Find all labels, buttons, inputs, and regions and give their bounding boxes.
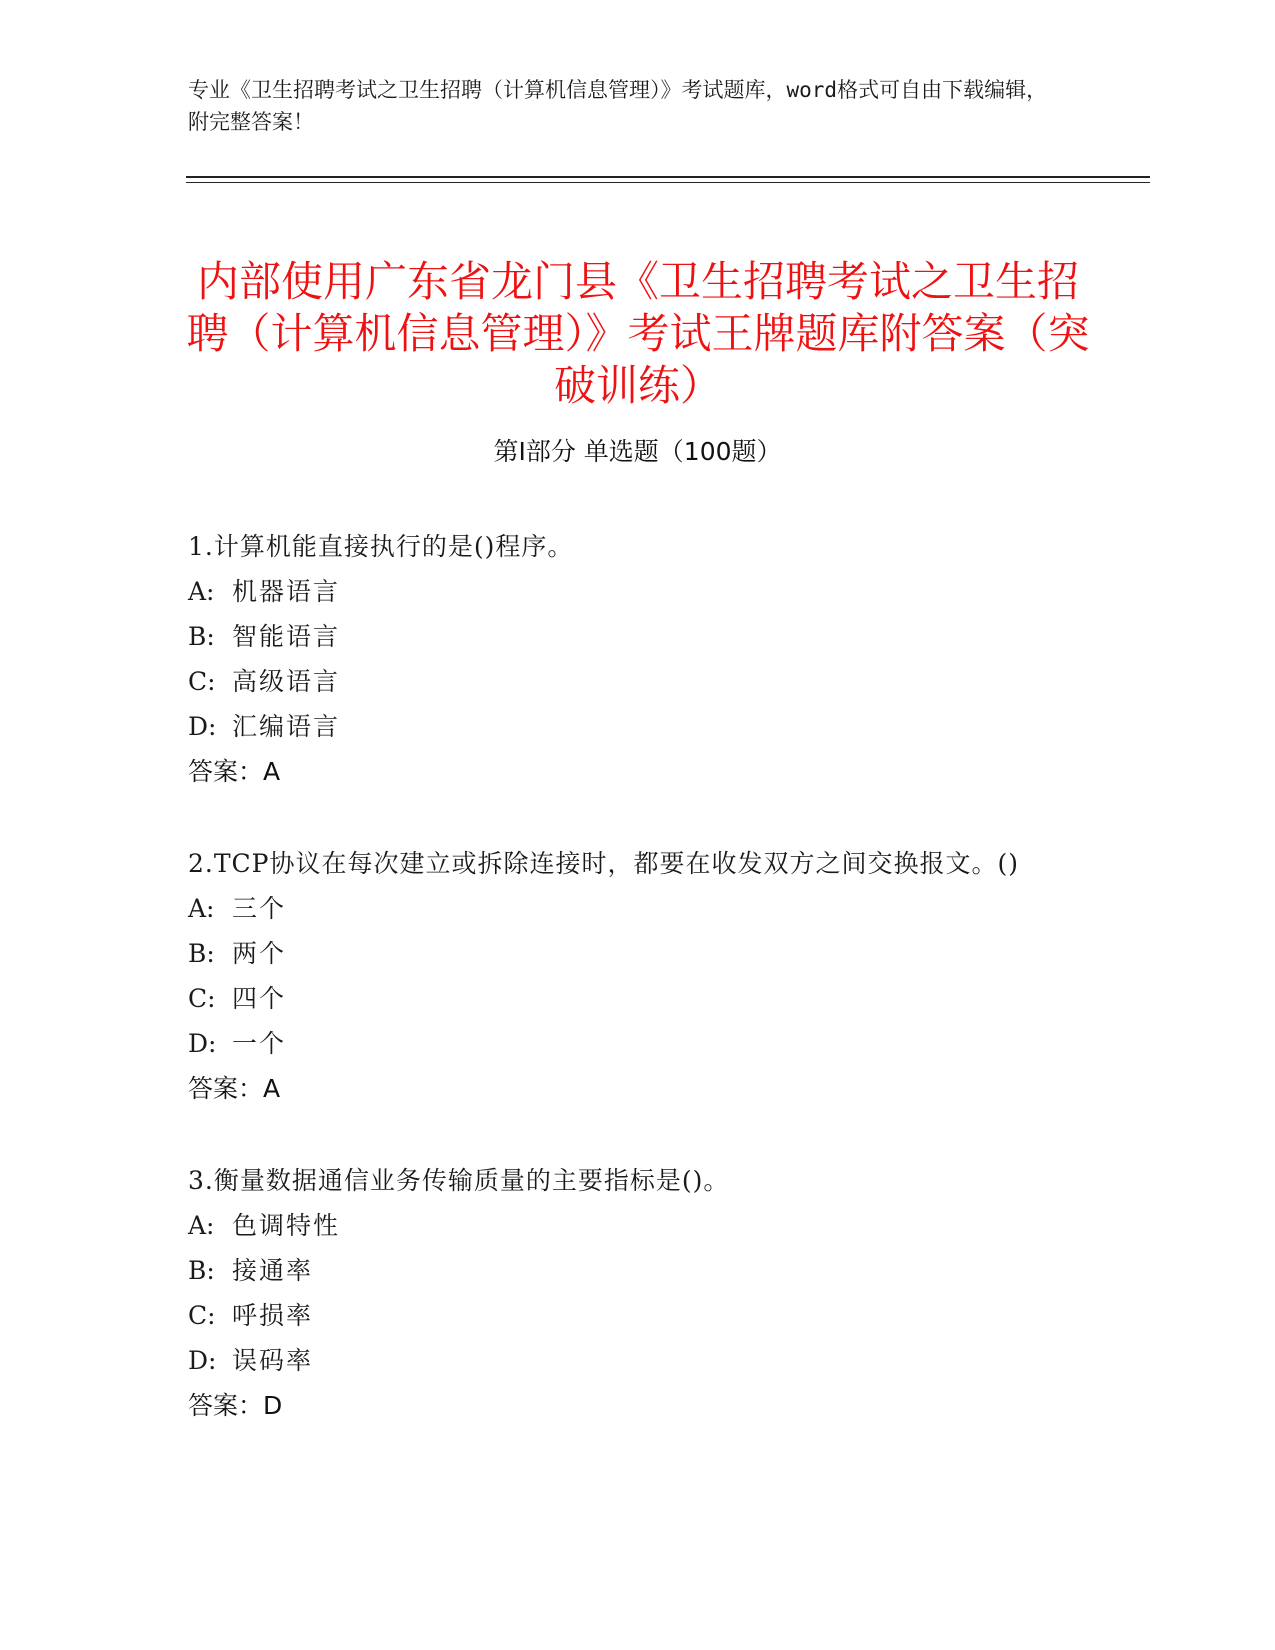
option-a [188,569,1088,614]
answer-line: 答案：A [188,1074,281,1103]
option-d [188,1338,1088,1383]
option-text: 呼损率 [232,1301,314,1330]
option-c [188,659,1088,704]
option-key: C: [188,667,216,696]
option-a [188,1203,1088,1248]
section-title: 第Ⅰ部分 单选题（100题） [493,437,782,466]
question-stem: 1.计算机能直接执行的是()程序。 [188,532,574,561]
option-key: A: [188,1211,215,1240]
option-key: B: [188,939,215,968]
option-text: 一个 [232,1029,287,1058]
option-text: 接通率 [232,1256,314,1285]
question-stem: 3.衡量数据通信业务传输质量的主要指标是()。 [188,1166,730,1195]
option-c [188,976,1088,1021]
option-b [188,614,1088,659]
option-text: 三个 [232,894,287,923]
question-stem: 2.TCP协议在每次建立或拆除连接时，都要在收发双方之间交换报文。() [188,849,1019,878]
option-text: 四个 [232,984,287,1013]
header-divider-thin [186,182,1150,183]
option-key: B: [188,1256,215,1285]
question-list [188,524,1088,1475]
option-key: D: [188,1029,217,1058]
option-c [188,1293,1088,1338]
option-text: 色调特性 [232,1211,341,1240]
option-a [188,886,1088,931]
option-b [188,931,1088,976]
answer-line: 答案：A [188,757,281,786]
answer-line: 答案：D [188,1391,283,1420]
header-divider-thick [186,176,1150,178]
question-1 [188,524,1088,794]
option-d [188,704,1088,749]
option-b [188,1248,1088,1293]
option-key: C: [188,1301,216,1330]
option-text: 高级语言 [232,667,341,696]
option-text: 机器语言 [232,577,341,606]
question-3 [188,1158,1088,1428]
question-2 [188,841,1088,1111]
option-key: D: [188,712,217,741]
main-title: 内部使用广东省龙门县《卫生招聘考试之卫生招聘（计算机信息管理）》考试王牌题库附答案（突破训练） [186,257,1090,411]
option-key: A: [188,577,215,606]
option-text: 两个 [232,939,287,968]
option-key: B: [188,622,215,651]
option-key: A: [188,894,215,923]
option-text: 误码率 [232,1346,314,1375]
option-key: D: [188,1346,217,1375]
option-d [188,1021,1088,1066]
header-note: 专业《卫生招聘考试之卫生招聘（计算机信息管理）》考试题库，word格式可自由下载编辑，附完整答案！ [188,78,1048,134]
option-text: 汇编语言 [232,712,341,741]
option-key: C: [188,984,216,1013]
option-text: 智能语言 [232,622,341,651]
